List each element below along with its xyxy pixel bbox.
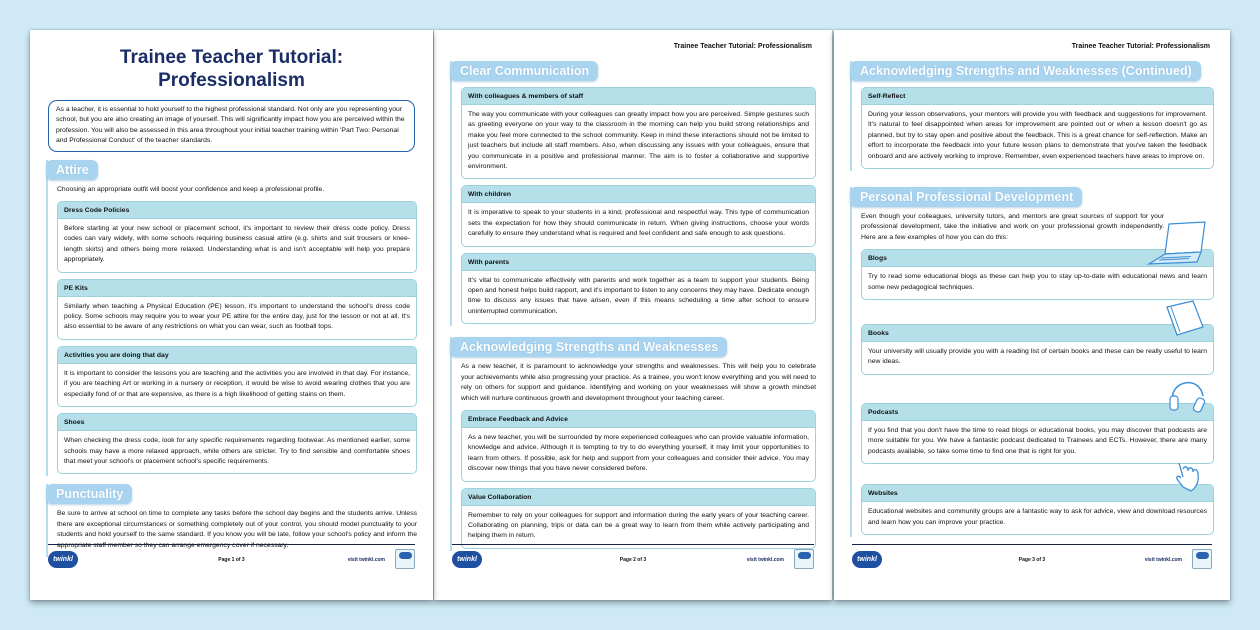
card-colleagues — [461, 87, 816, 179]
card-body: When checking the dress code, look for any specific requirements regarding footwear. As mentioned earlier, some schools may have a more relaxed approach, while others are stricter. Try to find sensible and comfortable shoes that meet your school's or placement school's specific requirements. — [64, 437, 410, 465]
laptop-icon — [1147, 220, 1209, 266]
card-title: Embrace Feedback and Advice — [462, 411, 815, 428]
card-title: Shoes — [58, 414, 416, 431]
section-heading: Acknowledging Strengths and Weaknesses (Continued) — [850, 61, 1201, 81]
card-shoes — [57, 413, 417, 474]
card-title: With children — [462, 186, 815, 203]
twinkl-logo: twinkl — [852, 551, 882, 568]
quality-badge-icon — [1192, 549, 1212, 569]
card-body: The way you communicate with your colleagues can greatly impact how you are perceived. Simple gestures such as greeting everyone on your way to the classroom in the morning can help you build strong relationships and make you feel more connected to the school community. Keep in mind these interactions should not be limited to just teachers but include all staff members. Also, when discussing any issues with your colleagues, ensure that you communicate in a positive and professional manner. The aim is to foster a collaborative and supportive environment. — [468, 111, 809, 171]
card-body: During your lesson observations, your mentors will provide you with feedback and suggestions for improvement. It's natural to feel disappointed when areas for improvement are pointed out or when a lesson doesn't go as planned, but try to stay open and positive about the feedback. This is a great chance for self-reflection. Make an effort to incorporate the feedback into your future lesson plans to demonstrate that you've taken the feedback onboard and are actively working to improve. Remember, even experienced teachers have areas to improve on. — [868, 111, 1207, 160]
card-books — [861, 324, 1214, 375]
page-footer — [852, 544, 1212, 574]
section-strengths-continued — [850, 61, 1214, 171]
card-body: It is important to consider the lessons you are teaching and the activities you are involved in that day. For instance, if you are teaching Art or working in a nursery or reception, it would be wise to avoid wearing clothes that you are especially fond of or that are expensive, as there is a high likelihood of getting stains on them. — [64, 369, 410, 398]
twinkl-logo: twinkl — [452, 551, 482, 568]
card-body: Your university will usually provide you with a reading list of certain books and these can be really useful to learn new ideas. — [868, 348, 1207, 366]
page-title — [46, 46, 417, 92]
card-body: Similarly when teaching a Physical Education (PE) lesson, it's important to understand the school's dress code policy. Some schools may require you to wear your PE attire for the entire day, just for the lesson or not at all. It's also essential to be aware of any restrictions on what you can wear, such as football tops. — [64, 302, 410, 331]
section-intro: Even though your colleagues, university tutors, and mentors are great sources of support for your professional development, take the initiative and work on your professional growth independently. Here are a few examples of how you can do this: — [861, 213, 1164, 241]
document-page-2 — [434, 30, 832, 600]
headphones-icon — [1167, 374, 1207, 418]
card-body: If you find that you don't have the time to read blogs or educational books, you may discover that podcasts are more suitable for you. We have a fantastic podcast dedicated to Trainees and ECTs. However, there are many podcasts available, so take some time to find one that is right for you. — [868, 426, 1207, 455]
document-page-1 — [30, 30, 433, 600]
document-page-3 — [834, 30, 1230, 600]
book-icon — [1163, 299, 1207, 337]
card-body: Educational websites and community groups are a fantastic way to ask for advice, view and download resources and learn how you can improve your practice. — [868, 508, 1207, 526]
card-podcasts — [861, 403, 1214, 464]
website-link[interactable]: visit twinkl.com — [1144, 557, 1182, 563]
section-intro: Choosing an appropriate outfit will boost your confidence and keep a professional profile. — [57, 185, 325, 193]
card-body: It's vital to communicate effectively with parents and work together as a team to support your students. Being open and honest helps build rapport, and it's important to listen to any concerns they may have. Dedicate enough time to discuss any issues that have arisen, even if this means scheduling a time after school to ensure uninterrupted communication. — [468, 276, 809, 315]
intro-box: As a teacher, it is essential to hold yourself to the highest professional standard. Not only are you representing your school, but you are also creating an image of yourself. This will significantly impact how you are perceived within the profession. You will also be assessed in this area throughout your initial teacher training within 'Part Two: Personal and Professional Conduct' of the teacher standards. — [48, 100, 415, 152]
section-heading: Acknowledging Strengths and Weaknesses — [450, 337, 727, 357]
title-line-2: Professionalism — [158, 70, 305, 91]
card-pe-kits — [57, 279, 417, 340]
page-number: Page 1 of 3 — [218, 557, 245, 563]
section-clear-communication — [450, 61, 816, 326]
card-body: Before starting at your new school or placement school, it's important to review their dress code policy. Dress codes can vary widely, with some schools requiring business casual attire (e.g. shirts and suit trousers or knee-length skirts) and others being more relaxed. Understanding what is and isn't acceptable will help you prepare appropriately. — [64, 225, 410, 264]
card-body: Remember to rely on your colleagues for support and information during the early years of your teaching career. Collaborating on planning, trips or data can be a great way to learn from them while actively participating and helping them in return. — [468, 511, 809, 540]
quality-badge-icon — [794, 549, 814, 569]
page-footer — [48, 544, 415, 574]
website-link[interactable]: visit twinkl.com — [347, 557, 385, 563]
card-title: Blogs — [862, 250, 1213, 267]
section-professional-development — [850, 187, 1214, 537]
card-embrace-feedback — [461, 410, 816, 482]
card-websites — [861, 484, 1214, 535]
running-header: Trainee Teacher Tutorial: Professionalism — [1071, 43, 1210, 50]
section-heading: Personal Professional Development — [850, 187, 1082, 207]
card-value-collaboration — [461, 488, 816, 549]
card-title: Self-Reflect — [862, 88, 1213, 105]
card-self-reflect — [861, 87, 1214, 169]
card-title: Dress Code Policies — [58, 202, 416, 219]
card-dress-code — [57, 201, 417, 273]
pointing-hand-icon — [1173, 459, 1207, 495]
website-link[interactable]: visit twinkl.com — [746, 557, 784, 563]
card-title: Value Collaboration — [462, 489, 815, 506]
running-header: Trainee Teacher Tutorial: Professionalism — [673, 43, 812, 50]
page-footer — [452, 544, 814, 574]
card-parents — [461, 253, 816, 325]
section-attire — [46, 160, 417, 477]
card-blogs — [861, 249, 1214, 300]
section-strengths — [450, 337, 816, 550]
title-line-1: Trainee Teacher Tutorial: — [119, 47, 344, 68]
section-intro: Be sure to arrive at school on time to complete any tasks before the school day begins and the students arrive. Unless there are exceptional circumstances or something completely out of your control, you should model punctuality to your students and hold yourself to the same standard. If you know you will be late, follow your school's policy and inform the appropriate staff member so they can arrange emergency cover if necessary. — [57, 510, 417, 549]
card-body: As a new teacher, you will be surrounded by more experienced colleagues who can provide valuable information, knowledge and advice. Although it is tempting to try to do everything yourself, it may limit your opportunities to learn from others. If possible, ask for help and support from your colleagues and consider their advice. You may discover new things that you have never considered before. — [468, 433, 809, 473]
card-title: Websites — [862, 485, 1213, 502]
card-title: Books — [862, 325, 1213, 342]
card-body: It is imperative to speak to your students in a kind, professional and respectful way. This type of communication sets the expectation for how they should communicate in return. When giving instructions, choose your words carefully to ensure they understand what is required and feel confident and safe enough to ask questions. — [468, 209, 809, 238]
page-number: Page 3 of 3 — [1018, 557, 1046, 563]
card-title: PE Kits — [58, 280, 416, 297]
quality-badge-icon — [395, 549, 415, 569]
page-number: Page 2 of 3 — [619, 557, 647, 563]
section-intro: As a new teacher, it is paramount to acknowledge your strengths and weaknesses. This will help you to celebrate your achievements while also progressing your practice. As a trainee, you won't know everything and you will need to rely on others for support and guidance. Identifying and working on your weaknesses will show a growth mindset which will nurture continuous growth and development throughout your teaching career. — [461, 363, 816, 402]
twinkl-logo: twinkl — [48, 551, 78, 568]
section-heading: Clear Communication — [450, 61, 598, 81]
card-body: Try to read some educational blogs as these can help you to stay up-to-date with educational news and learn some new pedagogical techniques. — [868, 273, 1207, 291]
section-heading: Attire — [46, 160, 98, 180]
card-children — [461, 185, 816, 246]
card-title: With parents — [462, 254, 815, 271]
section-heading: Punctuality — [46, 484, 132, 504]
card-activities — [57, 346, 417, 407]
card-title: Activities you are doing that day — [58, 347, 416, 364]
card-title: Podcasts — [862, 404, 1213, 421]
card-title: With colleagues & members of staff — [462, 88, 815, 105]
